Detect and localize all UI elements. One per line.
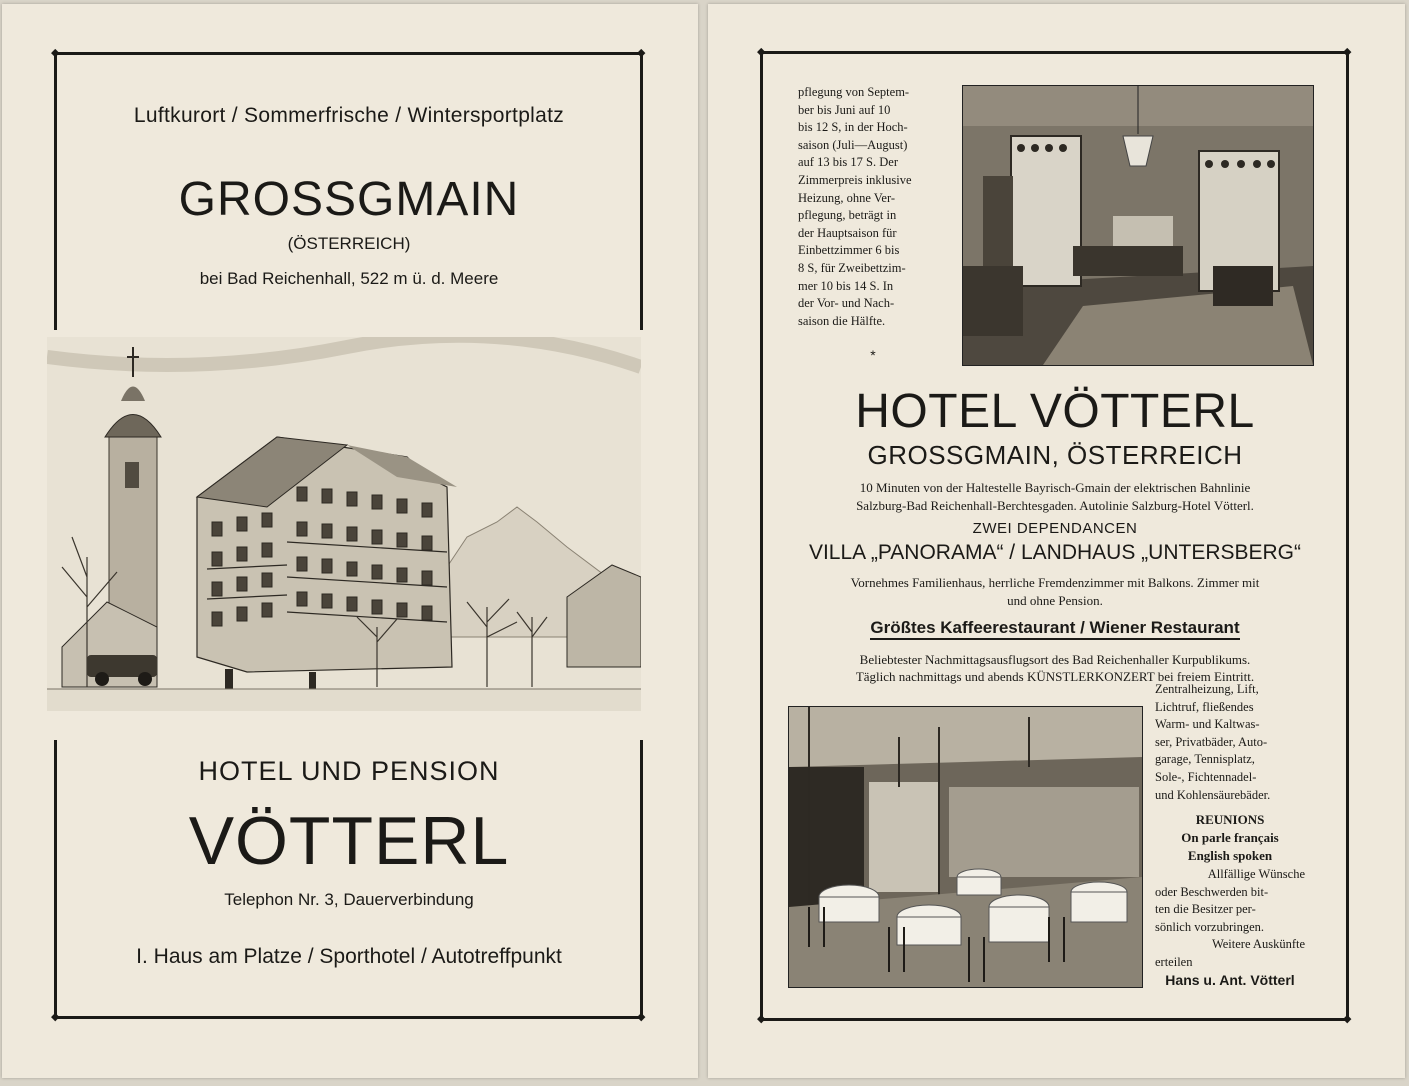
french-spoken-label: On parle français <box>1181 830 1279 845</box>
left-border-upper <box>54 52 57 330</box>
directions-line-2: Salzburg-Bad Reichenhall-Berchtesgaden. Autolinie Salzburg-Hotel Vötterl. <box>856 498 1254 513</box>
dependancen-heading: ZWEI DEPENDANCEN <box>972 520 1138 537</box>
hotel-features-line: I. Haus am Platze / Sporthotel / Autotreffpunkt <box>136 945 562 968</box>
text-line: Sole-, Fichtennadel- <box>1155 769 1257 784</box>
resort-tagline: Luftkurort / Sommerfrische / Wintersportplatz <box>133 104 565 127</box>
text-line: Einbettzimmer 6 bis <box>798 243 900 258</box>
corner-ornament: ◆ <box>757 45 766 58</box>
corner-ornament: ◆ <box>51 1010 60 1023</box>
text-line: Zentralheizung, Lift, <box>1155 682 1259 696</box>
text-line: ser, Privatbäder, Auto- <box>1155 734 1268 749</box>
town-title: GROSSGMAIN <box>178 173 520 226</box>
left-border-lower <box>54 740 57 1019</box>
hotel-name: VÖTTERL <box>188 803 510 879</box>
star-ornament: * <box>870 347 876 363</box>
directions-line-1: 10 Minuten von der Haltestelle Bayrisch-Gmain der elektrischen Bahnlinie <box>859 480 1251 495</box>
text-line: Allfällige Wünsche <box>1207 867 1305 881</box>
text-line: pflegung von Septem- <box>798 85 910 99</box>
text-line: Weitere Auskünfte <box>1211 937 1305 952</box>
right-border-lower <box>640 740 643 1019</box>
text-line: erteilen <box>1155 954 1193 969</box>
room-prices-text <box>798 84 948 330</box>
text-line: pflegung, beträgt in <box>798 208 897 223</box>
right-border-upper <box>640 52 643 330</box>
right-page <box>708 4 1405 1078</box>
left-page <box>2 4 698 1078</box>
text-line: saison die Hälfte. <box>798 313 886 328</box>
bottom-border <box>54 1016 643 1019</box>
text-line: 8 S, für Zweibettzim- <box>798 260 906 275</box>
location-line: bei Bad Reichenhall, 522 m ü. d. Meere <box>199 269 499 288</box>
corner-ornament: ◆ <box>637 1010 646 1023</box>
concert-line-1: Beliebtester Nachmittagsausflugsort des Bad Reichenhaller Kurpublikums. <box>859 652 1251 667</box>
text-line: ten die Besitzer per- <box>1155 902 1256 917</box>
reunions-label: REUNIONS <box>1195 812 1265 827</box>
top-border <box>54 52 643 55</box>
text-line: Zimmerpreis inklusive <box>798 172 912 187</box>
bottom-border <box>760 1018 1349 1021</box>
corner-ornament: ◆ <box>1343 1012 1352 1025</box>
hotel-illustration <box>47 337 641 711</box>
text-line: bis 12 S, in der Hoch- <box>798 120 908 135</box>
text-line: garage, Tennisplatz, <box>1155 752 1255 767</box>
amenities-text <box>1155 681 1305 804</box>
hotel-pension-heading: HOTEL UND PENSION <box>198 756 500 786</box>
english-spoken-label: English spoken <box>1187 848 1273 863</box>
concert-line-2: Täglich nachmittags und abends KÜNSTLERKONZERT bei freiem Eintritt. <box>855 669 1255 684</box>
restaurant-photo <box>788 706 1143 988</box>
villas-desc-1: Vornehmes Familienhaus, herrliche Fremdenzimmer mit Balkons. Zimmer mit <box>850 575 1260 590</box>
left-border <box>760 51 763 1021</box>
corner-ornament: ◆ <box>637 46 646 59</box>
text-line: Lichtruf, fließendes <box>1155 699 1254 714</box>
corner-ornament: ◆ <box>51 46 60 59</box>
text-line: sönlich vorzubringen. <box>1155 919 1265 934</box>
text-line: oder Beschwerden bit- <box>1155 884 1269 899</box>
text-line: auf 13 bis 17 S. Der <box>798 155 898 170</box>
text-line: und Kohlensäurebäder. <box>1155 787 1271 802</box>
text-line: der Hauptsaison für <box>798 225 897 240</box>
text-line: saison (Juli—August) <box>798 137 908 152</box>
country-label: (ÖSTERREICH) <box>287 234 411 253</box>
hotel-room-photo <box>962 85 1314 366</box>
hotel-title: HOTEL VÖTTERL <box>855 385 1255 438</box>
text-line: Heizung, ohne Ver- <box>798 190 896 205</box>
owners-signature: Hans u. Ant. Vötterl <box>1165 972 1295 988</box>
top-border <box>760 51 1349 54</box>
text-line: ber bis Juni auf 10 <box>798 102 891 117</box>
hotel-subtitle: GROSSGMAIN, ÖSTERREICH <box>867 440 1243 470</box>
corner-ornament: ◆ <box>757 1012 766 1025</box>
text-line: Warm- und Kaltwas- <box>1155 717 1260 732</box>
complaints-text <box>1155 866 1305 972</box>
telephone-line: Telephon Nr. 3, Dauerverbindung <box>224 890 474 909</box>
restaurant-heading: Größtes Kaffeerestaurant / Wiener Restaurant <box>870 618 1239 640</box>
right-border <box>1346 51 1349 1021</box>
text-line: mer 10 bis 14 S. In <box>798 278 894 293</box>
corner-ornament: ◆ <box>1343 45 1352 58</box>
villas-desc-2: und ohne Pension. <box>1007 593 1103 608</box>
villas-heading: VILLA „PANORAMA“ / LANDHAUS „UNTERSBERG“ <box>808 541 1302 564</box>
text-line: der Vor- und Nach- <box>798 296 895 311</box>
